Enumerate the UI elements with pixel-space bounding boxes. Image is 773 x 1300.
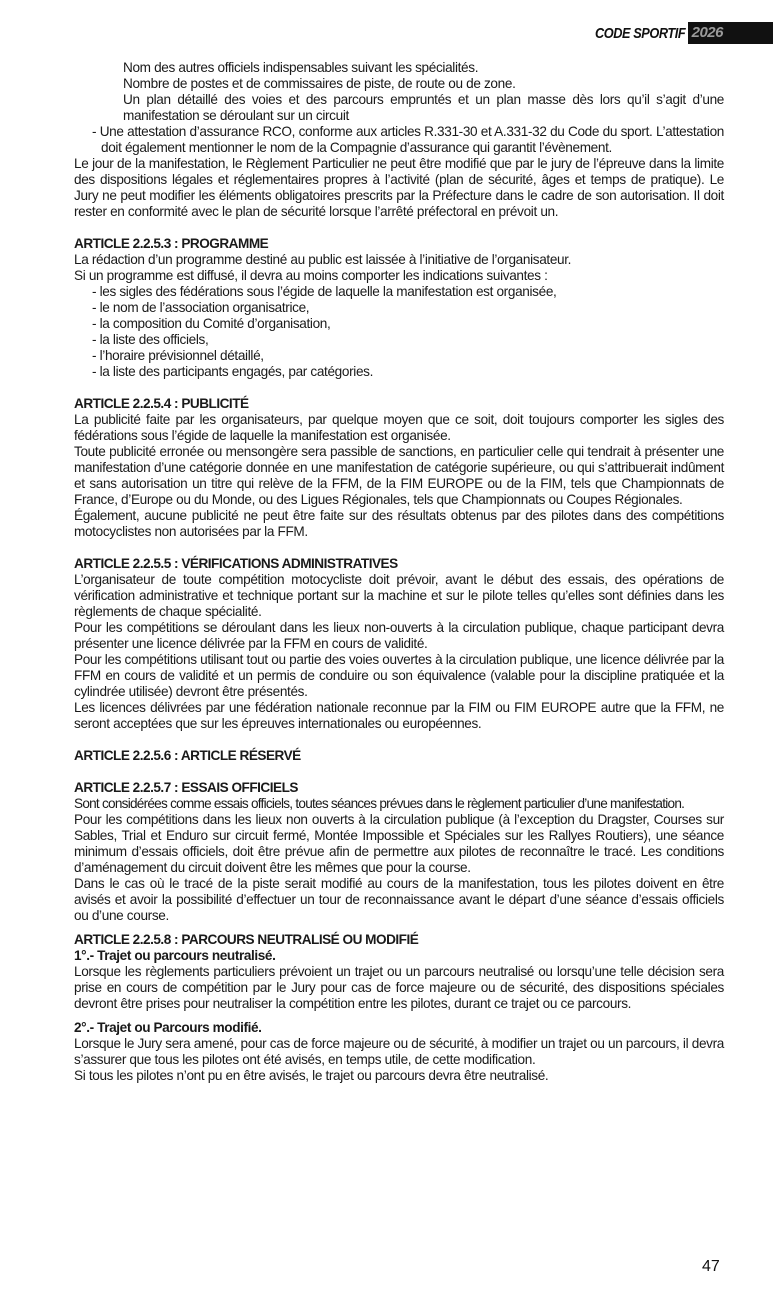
subsection-title: 1°.- Trajet ou parcours neutralisé. bbox=[74, 948, 276, 963]
paragraph: Pour les compétitions dans les lieux non ouverts à la circulation publique (à l’exception du Dragster, Courses sur Sables, Trial et Enduro sur circuit fermé, Montée Impossible et Spéciales sur les Rallyes Routiers), une séance minimum d’essais officiels, doit être prévue afin de permettre aux pilotes de reconnaître le tracé. Les conditions d’aménagement du circuit doivent être les mêmes que pour la course. bbox=[74, 812, 724, 875]
article-2-2-5-8 bbox=[74, 932, 724, 1084]
article-title: ARTICLE 2.2.5.6 : ARTICLE RÉSERVÉ bbox=[74, 748, 301, 763]
article-2-2-5-6 bbox=[74, 748, 724, 764]
running-header bbox=[579, 22, 773, 44]
article-title: ARTICLE 2.2.5.8 : PARCOURS NEUTRALISÉ OU MODIFIÉ bbox=[74, 932, 419, 947]
intro-line: Un plan détaillé des voies et des parcours empruntés et un plan masse dès lors qu’il s’agit d’une manifestation se déroulant sur un circuit bbox=[123, 92, 724, 123]
list-item: - la liste des participants engagés, par catégories. bbox=[92, 364, 374, 379]
paragraph: Également, aucune publicité ne peut être faite sur des résultats obtenus par des pilotes dans des compétitions motocyclistes non autorisées par la FFM. bbox=[74, 508, 724, 539]
article-title: ARTICLE 2.2.5.7 : ESSAIS OFFICIELS bbox=[74, 780, 298, 795]
paragraph: Pour les compétitions se déroulant dans les lieux non-ouverts à la circulation publique, chaque participant devra présenter une licence délivrée par la FFM en cours de validité. bbox=[74, 620, 724, 651]
header-title: CODE SPORTIF bbox=[595, 24, 686, 42]
paragraph: Dans le cas où le tracé de la piste serait modifié au cours de la manifestation, tous les pilotes doivent en être avisés et avoir la possibilité d’effectuer un tour de reconnaissance avant le départ d’une séance d’essais officiels ou d’une course. bbox=[74, 876, 724, 923]
intro-bullet: - Une attestation d’assurance RCO, conforme aux articles R.331-30 et A.331-32 du Code du sport. L’attestation doit également mentionner le nom de la Compagnie d’assurance qui garantit l’évènement. bbox=[92, 124, 724, 155]
paragraph: Lorsque le Jury sera amené, pour cas de force majeure ou de sécurité, à modifier un trajet ou un parcours, il devra s’assurer que tous les pilotes ont été avisés, en temps utile, de cette modification. bbox=[74, 1036, 724, 1067]
article-2-2-5-3 bbox=[74, 236, 724, 380]
list-item: - l’horaire prévisionnel détaillé, bbox=[92, 348, 264, 363]
header-year-badge: 2026 bbox=[688, 22, 773, 44]
intro-line: Nom des autres officiels indispensables suivant les spécialités. bbox=[123, 60, 479, 75]
article-title: ARTICLE 2.2.5.5 : VÉRIFICATIONS ADMINISTRATIVES bbox=[74, 556, 398, 571]
paragraph: Si tous les pilotes n’ont pu en être avisés, le trajet ou parcours devra être neutralisé. bbox=[74, 1068, 549, 1083]
list-item: - la composition du Comité d’organisation, bbox=[92, 316, 331, 331]
paragraph: La rédaction d’un programme destiné au public est laissée à l’initiative de l’organisateur. bbox=[74, 252, 572, 267]
paragraph: L’organisateur de toute compétition motocycliste doit prévoir, avant le début des essais, des opérations de vérification administrative et technique portant sur la machine et sur le pilote telles qu’elles sont définies dans les règlements de chaque spécialité. bbox=[74, 572, 724, 619]
paragraph: Toute publicité erronée ou mensongère sera passible de sanctions, en particulier celle qui tendrait à présenter une manifestation d’une catégorie donnée en une manifestation de catégorie supérieure, ou qui s’attribuerait indûment et sans autorisation un titre qui relève de la FFM, de la FIM EUROPE ou de la FIM, tels que Championnats de France, d’Europe ou du Monde, ou des Ligues Régionales, tels que Championnats ou Coupes Régionales. bbox=[74, 444, 724, 507]
paragraph: Les licences délivrées par une fédération nationale reconnue par la FIM ou FIM EUROPE autre que la FFM, ne seront acceptées que sur les épreuves internationales ou européennes. bbox=[74, 700, 724, 731]
intro-paragraph: Le jour de la manifestation, le Règlement Particulier ne peut être modifié que par le jury de l’épreuve dans la limite des dispositions légales et réglementaires propres à l’activité (plan de sécurité, âges et temps de pratique). Le Jury ne peut modifier les éléments obligatoires prescrits par la Préfecture dans le cadre de son autorisation. Il doit rester en conformité avec le plan de sécurité lorsque l’arrêté préfectoral en prévoit un. bbox=[74, 156, 724, 219]
page-body bbox=[74, 60, 724, 1084]
intro-line: Nombre de postes et de commissaires de piste, de route ou de zone. bbox=[123, 76, 516, 91]
article-2-2-5-7 bbox=[74, 780, 724, 924]
article-2-2-5-4 bbox=[74, 396, 724, 540]
paragraph: Si un programme est diffusé, il devra au moins comporter les indications suivantes : bbox=[74, 268, 548, 283]
paragraph: La publicité faite par les organisateurs, par quelque moyen que ce soit, doit toujours comporter les sigles des fédérations sous l’égide de laquelle la manifestation est organisée. bbox=[74, 412, 724, 443]
list-item: - les sigles des fédérations sous l’égide de laquelle la manifestation est organisée, bbox=[92, 284, 557, 299]
article-2-2-5-5 bbox=[74, 556, 724, 732]
paragraph: Lorsque les règlements particuliers prévoient un trajet ou un parcours neutralisé ou lorsqu’une telle décision sera prise en cours de compétition par le Jury pour cas de force majeure ou de sécurité, des dispositions spéciales devront être prises pour neutraliser la compétition entre les pilotes, durant ce trajet ou ce parcours. bbox=[74, 964, 724, 1011]
page-number: 47 bbox=[702, 1258, 720, 1275]
paragraph: Pour les compétitions utilisant tout ou partie des voies ouvertes à la circulation publique, une licence délivrée par la FFM en cours de validité et un permis de conduire ou son équivalence (valable pour la discipline pratiquée et la cylindrée utilisée) devront être présentés. bbox=[74, 652, 724, 699]
paragraph: Sont considérées comme essais officiels, toutes séances prévues dans le règlement particulier d’une manifestation. bbox=[74, 796, 685, 811]
list-item: - la liste des officiels, bbox=[92, 332, 209, 347]
list-item: - le nom de l’association organisatrice, bbox=[92, 300, 310, 315]
article-title: ARTICLE 2.2.5.3 : PROGRAMME bbox=[74, 236, 269, 251]
subsection-title: 2°.- Trajet ou Parcours modifié. bbox=[74, 1020, 262, 1035]
article-title: ARTICLE 2.2.5.4 : PUBLICITÉ bbox=[74, 396, 249, 411]
